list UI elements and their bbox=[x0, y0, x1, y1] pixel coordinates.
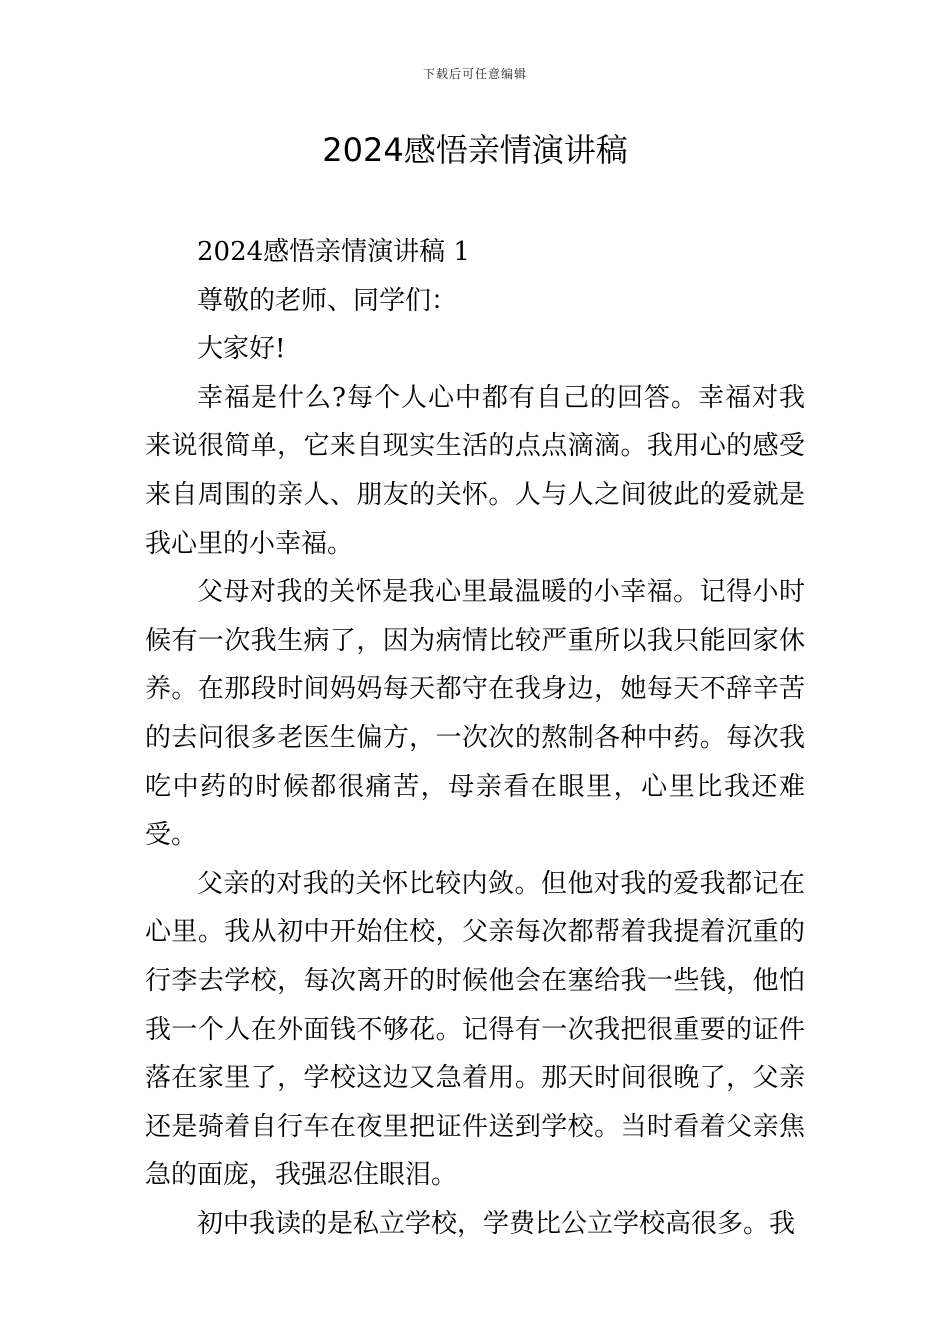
document-body bbox=[145, 228, 805, 1248]
paragraph: 父母对我的关怀是我心里最温暖的小幸福。记得小时候有一次我生病了，因为病情比较严重所以我只能回家休养。在那段时间妈妈每天都守在我身边，她每天不辞辛苦的去问很多老医生偏方，一次次的熬制各种中药。每次我吃中药的时候都很痛苦，母亲看在眼里，心里比我还难受。 bbox=[145, 577, 805, 851]
paragraph: 父亲的对我的关怀比较内敛。但他对我的爱我都记在心里。我从初中开始住校，父亲每次都帮着我提着沉重的行李去学校，每次离开的时候他会在塞给我一些钱，他怕我一个人在外面钱不够花。记得有一次我把很重要的证件落在家里了，学校这边又急着用。那天时间很晚了，父亲还是骑着自行车在夜里把证件送到学校。当时看着父亲焦急的面庞，我强忍住眼泪。 bbox=[145, 868, 805, 1191]
paragraph: 初中我读的是私立学校，学费比公立学校高很多。我 bbox=[197, 1208, 796, 1239]
salutation: 尊敬的老师、同学们： bbox=[197, 285, 458, 316]
document-title: 2024感悟亲情演讲稿 bbox=[322, 131, 628, 169]
section-heading: 2024感悟亲情演讲稿 1 bbox=[197, 237, 470, 267]
paragraph: 幸福是什么?每个人心中都有自己的回答。幸福对我来说很简单，它来自现实生活的点点滴滴。我用心的感受来自周围的亲人、朋友的关怀。人与人之间彼此的爱就是我心里的小幸福。 bbox=[145, 382, 805, 559]
page-header-note: 下载后可任意编辑 bbox=[422, 67, 527, 81]
greeting: 大家好! bbox=[197, 334, 286, 365]
